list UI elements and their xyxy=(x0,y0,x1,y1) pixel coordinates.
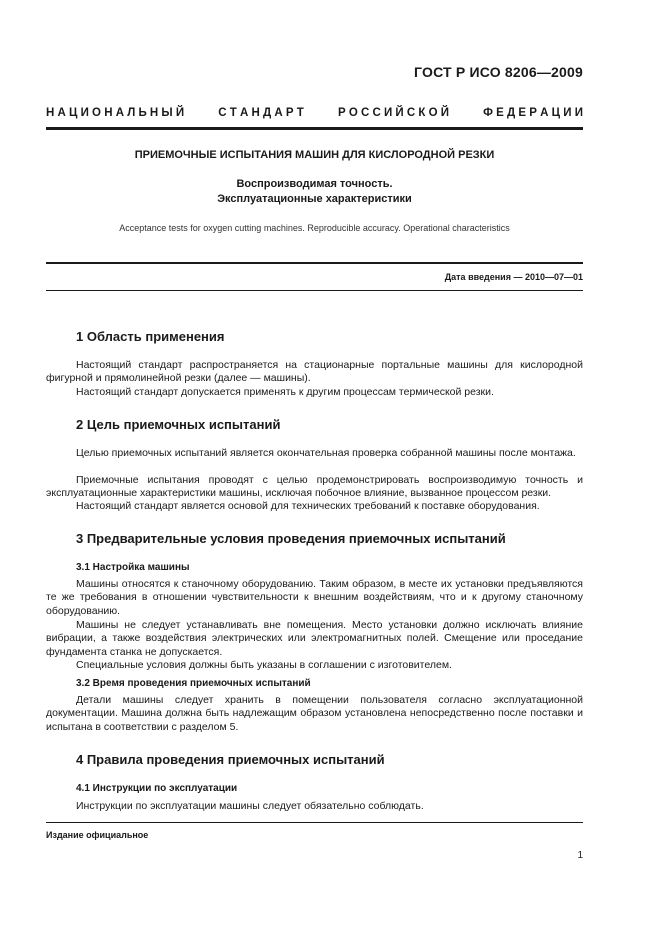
banner-word-1: Н А Ц И О Н А Л Ь Н Ы Й xyxy=(46,107,185,119)
introduction-date: Дата введения — 2010—07—01 xyxy=(444,272,583,282)
national-standard-banner xyxy=(46,107,583,119)
official-edition-label: Издание официальное xyxy=(46,830,149,840)
english-title: Acceptance tests for oxygen cutting machines. Reproducible accuracy. Operational characteristics xyxy=(119,223,510,233)
date-rule xyxy=(46,290,583,291)
section-3-1-paragraph-1: Машины относятся к станочному оборудованию. Таким образом, в месте их установки предъявляются те же требования в отношении чувствительности к внешним воздействиям, что и к другому станочному оборудованию. xyxy=(46,578,583,617)
page-number: 1 xyxy=(577,850,583,861)
section-2-paragraph-1: Целью приемочных испытаний является окончательная проверка собранной машины после монтажа. xyxy=(76,447,576,459)
section-3-heading: 3 Предварительные условия проведения приемочных испытаний xyxy=(76,531,506,546)
section-3-2-paragraph-1: Детали машины следует хранить в помещении пользователя согласно эксплуатационной документации. Машина должна быть надлежащим образом установлена непосредственно после поставки и испытана в соответствии с разделом 5. xyxy=(46,694,583,733)
section-3-1-paragraph-2: Машины не следует устанавливать вне помещения. Место установки должно исключать влияние вибрации, а также воздействия электрических или электромагнитных полей. Смещение или проседание фундамента станка не допускается. xyxy=(46,619,583,658)
section-4-1-heading: 4.1 Инструкции по эксплуатации xyxy=(76,783,238,794)
document-subtitle-1: Воспроизводимая точность. xyxy=(236,178,393,190)
section-3-1-paragraph-3: Специальные условия должны быть указаны в соглашении с изготовителем. xyxy=(76,659,452,671)
section-3-2-heading: 3.2 Время проведения приемочных испытаний xyxy=(76,678,311,689)
banner-word-4: Ф Е Д Е Р А Ц И И xyxy=(483,107,583,119)
document-subtitle-2: Эксплуатационные характеристики xyxy=(217,193,412,205)
section-4-1-paragraph-1: Инструкции по эксплуатации машины следует обязательно соблюдать. xyxy=(76,800,424,812)
document-title: ПРИЕМОЧНЫЕ ИСПЫТАНИЯ МАШИН ДЛЯ КИСЛОРОДНОЙ РЕЗКИ xyxy=(134,149,495,161)
footer-rule xyxy=(46,822,583,823)
header-rule xyxy=(46,127,583,130)
section-4-heading: 4 Правила проведения приемочных испытаний xyxy=(76,752,385,767)
section-3-1-heading: 3.1 Настройка машины xyxy=(76,562,190,573)
standard-code: ГОСТ Р ИСО 8206—2009 xyxy=(414,64,583,80)
section-2-paragraph-3: Настоящий стандарт является основой для технических требований к поставке оборудования. xyxy=(76,500,540,512)
section-1-paragraph-1: Настоящий стандарт распространяется на стационарные портальные машины для кислородной фигурной и прямолинейной резки (далее — машины). xyxy=(46,359,583,385)
section-2-paragraph-2: Приемочные испытания проводят с целью продемонстрировать воспроизводимую точность и эксплуатационные характеристики машины, исключая побочное влияние, вызванное процессом резки. xyxy=(46,474,583,500)
banner-word-3: Р О С С И Й С К О Й xyxy=(337,107,449,119)
title-rule xyxy=(46,262,583,264)
section-1-heading: 1 Область применения xyxy=(76,329,225,344)
section-1-paragraph-2: Настоящий стандарт допускается применять к другим процессам термической резки. xyxy=(76,386,494,398)
section-2-heading: 2 Цель приемочных испытаний xyxy=(76,417,281,432)
banner-word-2: С Т А Н Д А Р Т xyxy=(218,107,304,119)
